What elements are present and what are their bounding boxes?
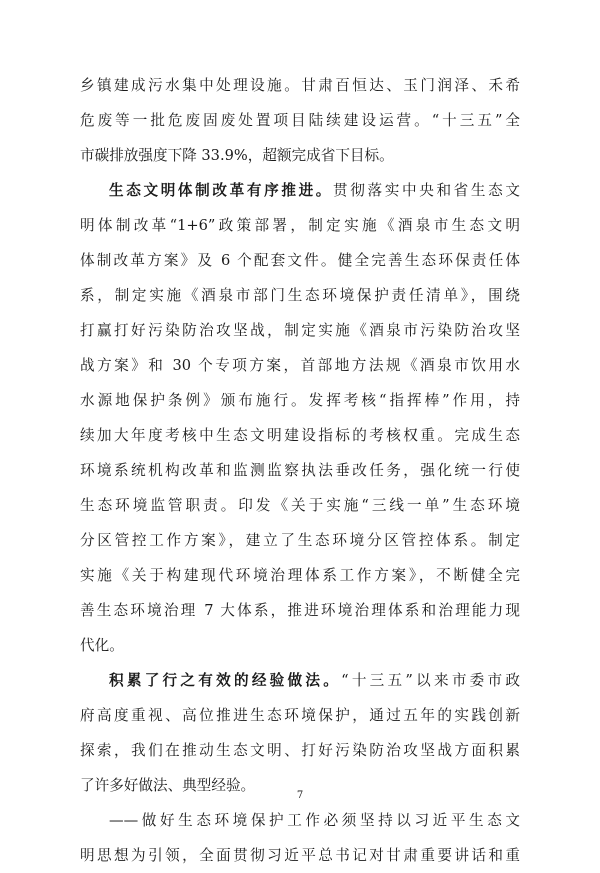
paragraph-1 (80, 68, 520, 173)
text-line: 代化。 (80, 637, 124, 654)
text-line: ——做好生态环境保护工作必须坚持以习近平生态文 (109, 812, 520, 829)
text-run: 贯彻落实中央和省生态文 (333, 182, 520, 199)
text-line: 打赢打好污染防治攻坚战，制定实施《酒泉市污染防治攻坚 (80, 322, 520, 339)
text-line: 乡镇建成污水集中处理设施。甘肃百恒达、玉门润泽、禾希 (80, 77, 520, 94)
text-line: 实施《关于构建现代环境治理体系工作方案》，不断健全完 (80, 567, 520, 584)
paragraph-2 (80, 173, 520, 663)
text-line: 了许多好做法、典型经验。 (80, 777, 256, 794)
text-line: 分区管控工作方案》，建立了生态环境分区管控体系。制定 (80, 532, 520, 549)
paragraph-3 (80, 663, 520, 803)
text-line: 明思想为引领，全面贯彻习近平总书记对甘肃重要讲话和重 (80, 847, 520, 864)
text-line: 危废等一批危废固废处置项目陆续建设运营。“十三五”全 (80, 112, 520, 129)
text-line: 水源地保护条例》颁布施行。发挥考核“指挥棒”作用，持 (80, 392, 520, 409)
text-line: 体制改革方案》及 6 个配套文件。健全完善生态环保责任体 (80, 252, 520, 269)
paragraph-4 (80, 803, 520, 873)
text-line: 战方案》和 30 个专项方案，首部地方法规《酒泉市饮用水 (80, 357, 520, 374)
text-line: 善生态环境治理 7 大体系，推进环境治理体系和治理能力现 (80, 602, 520, 619)
text-line: 续加大年度考核中生态文明建设指标的考核权重。完成生态 (80, 427, 520, 444)
text-line: 环境系统机构改革和监测监察执法垂改任务，强化统一行使 (80, 462, 520, 479)
paragraph-heading: 生态文明体制改革有序推进。 (109, 182, 334, 199)
text-line: 明体制改革“1+6”政策部署，制定实施《酒泉市生态文明 (80, 217, 520, 234)
text-line (80, 663, 520, 698)
page-number: 7 (296, 790, 304, 801)
text-line: 系，制定实施《酒泉市部门生态环境保护责任清单》，围绕 (80, 287, 520, 304)
text-line: 府高度重视、高位推进生态环境保护，通过五年的实践创新 (80, 707, 520, 724)
text-line: 市碳排放强度下降 33.9%，超额完成省下目标。 (80, 147, 394, 164)
text-line: 生态环境监管职责。印发《关于实施“三线一单”生态环境 (80, 497, 520, 514)
text-line (80, 173, 520, 208)
document-body (80, 68, 520, 873)
text-run: “十三五”以来市委市政 (341, 672, 520, 689)
paragraph-heading: 积累了行之有效的经验做法。 (109, 672, 342, 689)
text-line: 探索，我们在推动生态文明、打好污染防治攻坚战方面积累 (80, 742, 520, 759)
